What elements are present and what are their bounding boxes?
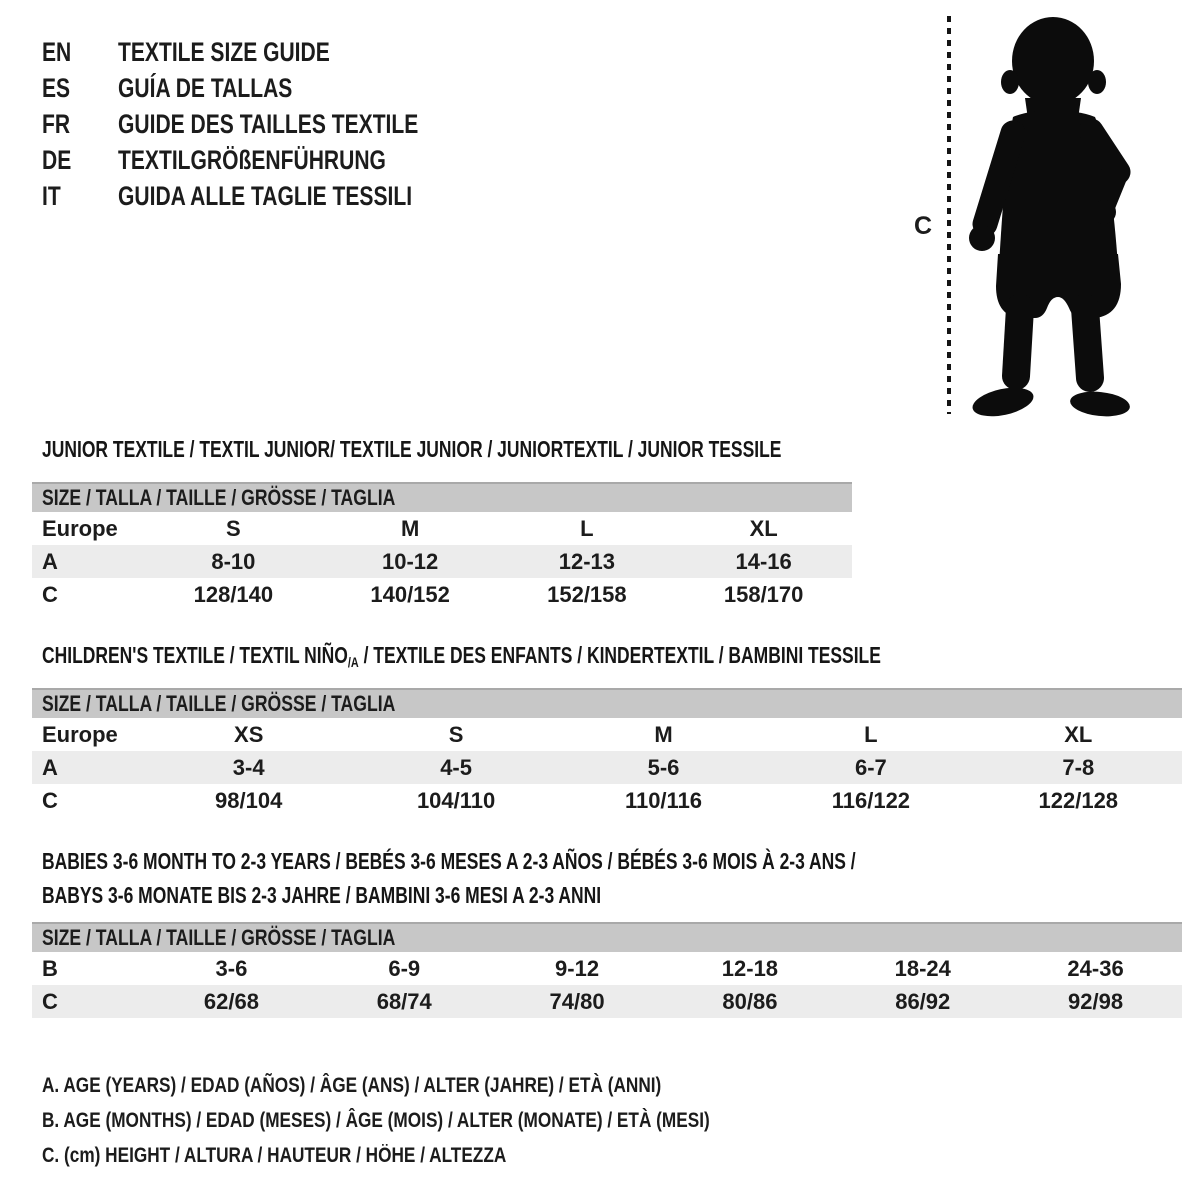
size-cell: M: [400, 515, 420, 541]
children-heading-text: [42, 642, 881, 671]
size-cell: 8-10: [211, 548, 256, 574]
table-row-height-cm: [32, 784, 1182, 817]
row-label: B: [42, 955, 58, 981]
height-measure-dashed-line: [947, 16, 951, 414]
size-header-label: SIZE / TALLA / TAILLE / GRÖSSE / TAGLIA: [42, 485, 396, 510]
size-cell: 7-8: [1062, 754, 1095, 780]
size-cell: L: [580, 515, 594, 541]
size-cell: 3-4: [232, 754, 265, 780]
babies-heading-text-line2: BABYS 3-6 MONATE BIS 2-3 JAHRE / BAMBINI 3-6 MESI A 2-3 ANNI: [42, 882, 602, 908]
size-header-bar: [32, 922, 1182, 952]
language-code: DE: [42, 144, 72, 175]
language-title: TEXTILGRÖßENFÜHRUNG: [118, 144, 386, 175]
measure-label-c: C: [914, 212, 933, 240]
size-cell: 98/104: [215, 787, 283, 813]
language-row-es: [42, 70, 503, 106]
babies-size-table: [32, 922, 1182, 1018]
language-title: TEXTILE SIZE GUIDE: [118, 36, 330, 67]
children-heading-main: CHILDREN'S TEXTILE / TEXTIL NIÑO: [42, 642, 348, 668]
size-cell: 3-6: [215, 955, 248, 981]
language-code: FR: [42, 108, 71, 139]
legend-text-c: C. (cm) HEIGHT / ALTURA / HAUTEUR / HÖHE / ALTEZZA: [42, 1143, 507, 1167]
size-cell: L: [864, 721, 878, 747]
size-cell: 6-9: [388, 955, 421, 981]
size-cell: M: [654, 721, 673, 747]
size-cell: 12-13: [558, 548, 616, 574]
size-cell: 104/110: [416, 787, 496, 813]
babies-heading-text-line1: BABIES 3-6 MONTH TO 2-3 YEARS / BEBÉS 3-6 MESES A 2-3 AÑOS / BÉBÉS 3-6 MOIS À 2-3 ANS /: [42, 848, 856, 874]
legend-text-a: A. AGE (YEARS) / EDAD (AÑOS) / ÂGE (ANS) / ALTER (JAHRE) / ETÀ (ANNI): [42, 1073, 662, 1097]
size-cell: S: [226, 515, 241, 541]
row-label: Europe: [42, 515, 118, 541]
size-header-label: SIZE / TALLA / TAILLE / GRÖSSE / TAGLIA: [42, 925, 396, 950]
children-heading-subscript: /A: [347, 654, 359, 671]
size-cell: 4-5: [440, 754, 472, 780]
size-header-label: SIZE / TALLA / TAILLE / GRÖSSE / TAGLIA: [42, 691, 396, 716]
babies-section-heading-line2: [42, 882, 778, 909]
size-header-bar: [32, 482, 852, 512]
size-cell: S: [448, 721, 464, 747]
size-cell: 18-24: [894, 955, 951, 981]
table-row-age-years: [32, 545, 852, 578]
table-row-height-cm: [32, 985, 1182, 1018]
size-cell: 24-36: [1067, 955, 1124, 981]
row-label: A: [42, 548, 58, 574]
baby-silhouette-icon: [963, 14, 1141, 417]
language-row-fr: [42, 106, 503, 142]
language-row-en: [42, 34, 503, 70]
babies-section-heading-line1: [42, 848, 1113, 875]
size-cell: 12-18: [721, 955, 779, 981]
legend-text-b: B. AGE (MONTHS) / EDAD (MESES) / ÂGE (MOIS) / ALTER (MONATE) / ETÀ (MESI): [42, 1108, 710, 1132]
table-row-age-years: [32, 751, 1182, 784]
measurement-legend: [42, 1068, 856, 1173]
language-row-de: [42, 142, 503, 178]
size-cell: 6-7: [854, 754, 887, 780]
row-label: A: [42, 754, 58, 780]
language-title-list: [42, 34, 503, 214]
size-cell: 110/116: [624, 787, 703, 813]
size-cell: 9-12: [555, 955, 600, 981]
table-row-height-cm: [32, 578, 852, 611]
children-size-table: [32, 688, 1182, 817]
language-title: GUÍA DE TALLAS: [118, 72, 293, 103]
legend-line-c: [42, 1138, 856, 1173]
size-cell: 5-6: [647, 754, 680, 780]
size-cell: 74/80: [549, 988, 605, 1014]
size-cell: 68/74: [376, 988, 432, 1014]
size-cell: 128/140: [193, 581, 274, 607]
size-cell: 10-12: [381, 548, 439, 574]
size-cell: 86/92: [895, 988, 951, 1014]
size-cell: 92/98: [1068, 988, 1124, 1014]
legend-line-a: [42, 1068, 856, 1103]
size-cell: XS: [234, 721, 264, 747]
language-title: GUIDE DES TAILLES TEXTILE: [118, 108, 419, 139]
row-label: C: [42, 988, 58, 1014]
size-cell: XL: [749, 515, 778, 541]
table-row-europe: [32, 512, 852, 545]
language-row-it: [42, 178, 503, 214]
size-cell: 14-16: [735, 548, 792, 574]
size-cell: 140/152: [370, 581, 450, 607]
children-section-heading: [42, 642, 1146, 671]
row-label: C: [42, 581, 58, 607]
language-title: GUIDA ALLE TAGLIE TESSILI: [118, 180, 413, 211]
size-cell: 116/122: [831, 787, 911, 813]
row-label: Europe: [42, 721, 118, 747]
junior-section-heading: [42, 436, 1015, 463]
row-label: C: [42, 787, 58, 813]
size-header-bar: [32, 688, 1182, 718]
language-code: EN: [42, 36, 72, 67]
junior-heading-text: JUNIOR TEXTILE / TEXTIL JUNIOR/ TEXTILE JUNIOR / JUNIORTEXTIL / JUNIOR TESSILE: [42, 436, 782, 462]
legend-line-b: [42, 1103, 856, 1138]
language-code: IT: [42, 180, 61, 211]
size-cell: 158/170: [723, 581, 804, 607]
size-cell: 62/68: [203, 988, 259, 1014]
table-row-europe: [32, 718, 1182, 751]
language-code: ES: [42, 72, 71, 103]
table-row-age-months: [32, 952, 1182, 985]
junior-size-table: [32, 482, 852, 611]
children-heading-rest: / TEXTILE DES ENFANTS / KINDERTEXTIL / BAMBINI TESSILE: [358, 642, 881, 668]
size-cell: 80/86: [722, 988, 778, 1014]
size-cell: 122/128: [1038, 787, 1119, 813]
size-cell: 152/158: [547, 581, 627, 607]
size-cell: XL: [1064, 721, 1093, 747]
